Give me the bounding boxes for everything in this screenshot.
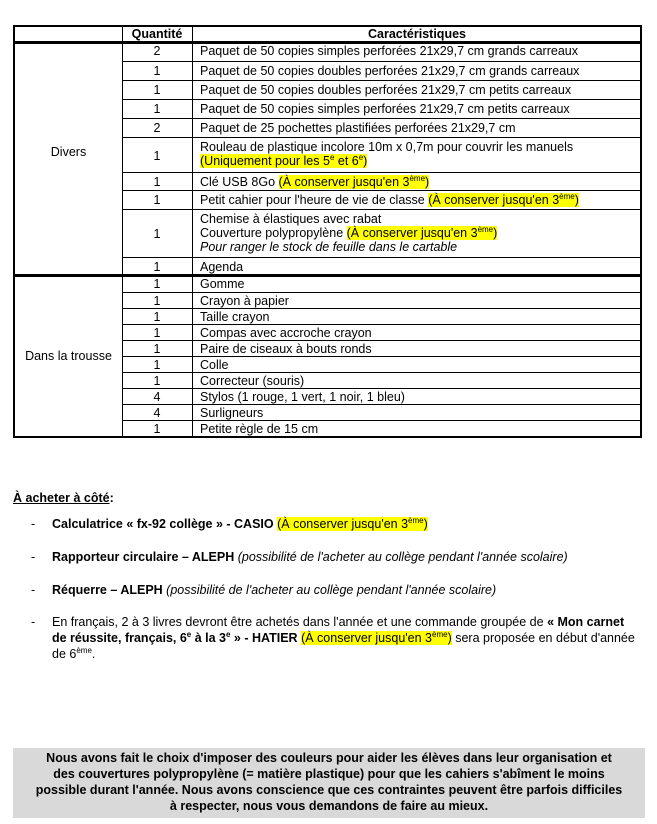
- highlight-text: (Uniquement pour les 5: [200, 154, 330, 168]
- row-divider: [122, 340, 640, 341]
- quantity-cell: 1: [153, 102, 161, 116]
- list-item: [52, 516, 637, 532]
- supply-table: [13, 25, 642, 438]
- quantity-cell: 1: [153, 64, 161, 78]
- feature-text: Clé USB 8Go: [200, 175, 279, 189]
- quantity-cell: 1: [153, 227, 161, 241]
- highlight-text: ): [363, 154, 368, 168]
- feature-cell: Paquet de 50 copies simples perforées 21x29,7 cm grands carreaux: [200, 44, 578, 58]
- row-divider: [122, 388, 640, 389]
- bullet-dash: -: [31, 517, 36, 531]
- item-note: (possibilité de l'acheter au collège pendant l'année scolaire): [162, 583, 497, 597]
- quantity-cell: 1: [153, 326, 161, 340]
- feature-cell: Paquet de 50 copies simples perforées 21x29,7 cm petits carreaux: [200, 102, 570, 116]
- row-divider: [122, 372, 640, 373]
- item-name-part: à la 3: [191, 631, 226, 645]
- feature-cell: Paquet de 25 pochettes plastifiées perforées 21x29,7 cm: [200, 121, 516, 135]
- feature-cell: [200, 212, 497, 254]
- item-name-part: « Mon carnet de réussite, français, 6: [52, 615, 625, 645]
- bullet-dash: -: [31, 583, 36, 597]
- superscript: e: [358, 152, 364, 162]
- item-text: En français, 2 à 3 livres devront être achetés dans l'année et une commande groupée de: [52, 615, 548, 629]
- superscript: ème: [76, 645, 92, 655]
- quantity-cell: 1: [153, 175, 161, 189]
- superscript: ème: [409, 173, 426, 183]
- highlight-text: ): [425, 175, 430, 189]
- quantity-cell: 2: [153, 121, 161, 135]
- highlight-text: ): [423, 517, 428, 531]
- quantity-cell: 1: [153, 277, 161, 291]
- quantity-cell: 1: [153, 294, 161, 308]
- row-divider: [122, 324, 640, 325]
- bullet-dash: -: [31, 615, 36, 629]
- row-divider: [122, 404, 640, 405]
- row-divider: [122, 209, 640, 210]
- highlight-text: (À conserver jusqu'en 3: [428, 193, 560, 207]
- highlight-note: [277, 517, 428, 531]
- row-divider: [122, 292, 640, 293]
- row-divider: [122, 257, 640, 258]
- row-divider: [122, 137, 640, 138]
- superscript: ème: [408, 515, 424, 525]
- row-divider: [122, 356, 640, 357]
- quantity-cell: 1: [153, 260, 161, 274]
- row-divider: [122, 80, 640, 81]
- feature-cell: Colle: [200, 358, 229, 372]
- highlight-note: [279, 175, 430, 189]
- info-note: [13, 748, 645, 818]
- note-line: Nous avons fait le choix d'imposer des couleurs pour aider les élèves dans leur organisation et: [46, 751, 612, 765]
- row-divider: [122, 61, 640, 62]
- row-divider: [122, 308, 640, 309]
- section-title: [13, 491, 114, 505]
- feature-cell: [200, 175, 429, 189]
- feature-cell: Agenda: [200, 260, 244, 274]
- quantity-cell: 1: [153, 310, 161, 324]
- quantity-cell: 1: [153, 83, 161, 97]
- feature-cell: Crayon à papier: [200, 294, 289, 308]
- feature-cell: Compas avec accroche crayon: [200, 326, 372, 340]
- section-title-colon: :: [109, 491, 114, 505]
- highlight-text: (À conserver jusqu'en 3: [278, 175, 410, 189]
- feature-line: Rouleau de plastique incolore 10m x 0,7m pour couvrir les manuels: [200, 140, 574, 154]
- superscript: ème: [432, 629, 448, 639]
- highlight-text: ): [574, 193, 579, 207]
- note-line: des couvertures polypropylène (= matière plastique) pour que les cahiers s'abîment le moins: [53, 767, 605, 781]
- feature-cell: [200, 140, 573, 168]
- note-line: possible durant l'année. Nous avons conscience que ces contraintes peuvent être parfois difficiles: [35, 783, 623, 797]
- header-quantity: Quantité: [131, 27, 183, 41]
- feature-cell: Paquet de 50 copies doubles perforées 21x29,7 cm grands carreaux: [200, 64, 580, 78]
- feature-cell: Petite règle de 15 cm: [200, 422, 319, 436]
- quantity-cell: 1: [153, 342, 161, 356]
- group-label-trousse: Dans la trousse: [25, 349, 112, 363]
- note-line: à respecter, nous vous demandons de faire au mieux.: [169, 799, 489, 813]
- superscript: e: [329, 152, 335, 162]
- highlight-note: [200, 154, 367, 168]
- row-divider: [122, 118, 640, 119]
- row-divider: [122, 172, 640, 173]
- highlight-text: (À conserver jusqu'en 3: [301, 631, 433, 645]
- quantity-cell: 2: [153, 44, 161, 58]
- superscript: ème: [477, 224, 494, 234]
- feature-line: Chemise à élastiques avec rabat: [200, 212, 382, 226]
- quantity-cell: 1: [153, 374, 161, 388]
- feature-cell: Correcteur (souris): [200, 374, 305, 388]
- quantity-cell: 1: [153, 422, 161, 436]
- column-divider: [192, 27, 193, 436]
- item-note: (possibilité de l'acheter au collège pendant l'année scolaire): [234, 550, 568, 564]
- highlight-text: (À conserver jusqu'en 3: [277, 517, 409, 531]
- quantity-cell: 4: [153, 390, 161, 404]
- highlight-text: (À conserver jusqu'en 3: [346, 226, 478, 240]
- item-name: Calculatrice « fx-92 collège » - CASIO: [52, 517, 274, 531]
- quantity-cell: 4: [153, 406, 161, 420]
- highlight-text: ): [493, 226, 498, 240]
- feature-cell: Surligneurs: [200, 406, 264, 420]
- bullet-dash: -: [31, 550, 36, 564]
- item-text: .: [91, 647, 96, 661]
- item-name-part: » - HATIER: [230, 631, 298, 645]
- item-name: Rapporteur circulaire – ALEPH: [52, 550, 235, 564]
- feature-line: Couverture polypropylène: [200, 226, 347, 240]
- list-item: [52, 582, 637, 598]
- highlight-note: [301, 631, 452, 645]
- feature-cell: Gomme: [200, 277, 245, 291]
- list-item: [52, 614, 637, 662]
- highlight-text: et 6: [334, 154, 359, 168]
- superscript: e: [186, 629, 192, 639]
- feature-cell: Paquet de 50 copies doubles perforées 21x29,7 cm petits carreaux: [200, 83, 572, 97]
- quantity-cell: 1: [153, 149, 161, 163]
- highlight-text: ): [447, 631, 452, 645]
- feature-cell: Taille crayon: [200, 310, 270, 324]
- row-divider: [122, 190, 640, 191]
- row-divider: [122, 420, 640, 421]
- header-features: Caractéristiques: [368, 27, 466, 41]
- item-text: sera proposée en début d'année de 6: [52, 631, 635, 661]
- item-name: Réquerre – ALEPH: [52, 583, 163, 597]
- feature-cell: Paire de ciseaux à bouts ronds: [200, 342, 372, 356]
- feature-line: Pour ranger le stock de feuille dans le cartable: [200, 240, 458, 254]
- quantity-cell: 1: [153, 193, 161, 207]
- superscript: e: [226, 629, 231, 639]
- feature-cell: [200, 193, 579, 207]
- feature-cell: Stylos (1 rouge, 1 vert, 1 noir, 1 bleu): [200, 390, 405, 404]
- section-title-text: À acheter à côté: [13, 491, 110, 505]
- quantity-cell: 1: [153, 358, 161, 372]
- highlight-note: [428, 193, 579, 207]
- group-divider: [15, 274, 640, 277]
- highlight-note: [347, 226, 498, 240]
- group-label-divers: Divers: [50, 145, 87, 159]
- superscript: ème: [559, 191, 575, 201]
- feature-text: Petit cahier pour l'heure de vie de classe: [200, 193, 429, 207]
- list-item: [52, 549, 637, 565]
- row-divider: [122, 99, 640, 100]
